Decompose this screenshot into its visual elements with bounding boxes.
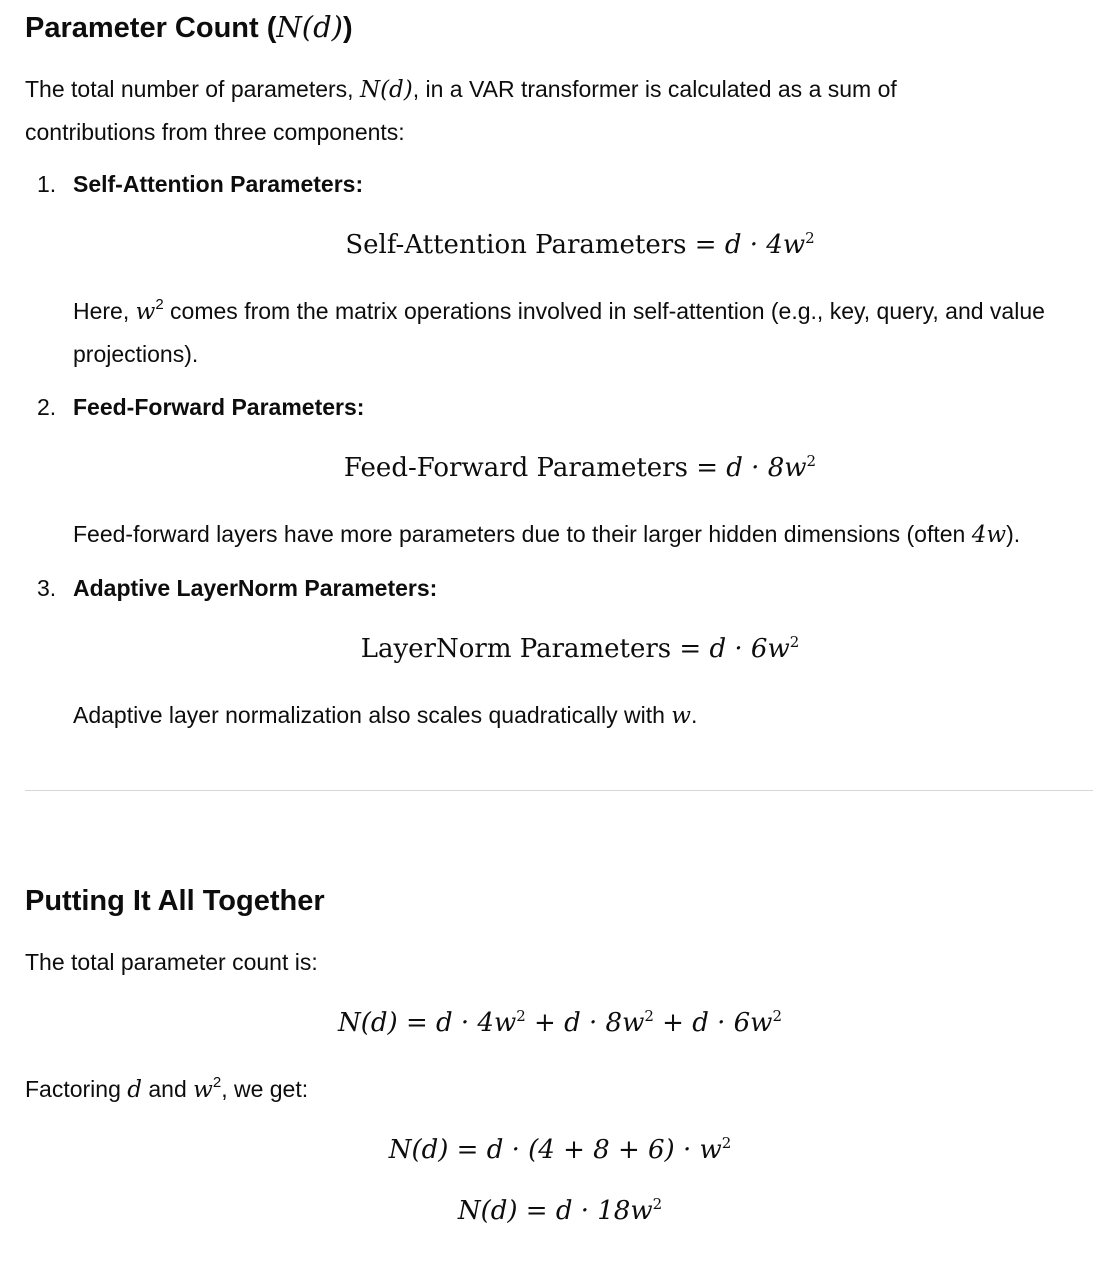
intro-paragraph: The total number of parameters, N(d), in a VAR transformer is calculated as a sum of contributions from three components:	[25, 76, 897, 145]
factoring-label: Factoring d and $w^2$, we get:	[25, 1074, 309, 1103]
list-title-self-attention: Self-Attention Parameters:	[73, 171, 364, 197]
equation-feed-forward: Feed-Forward Parameters = $d \cdot 8w^2$	[343, 452, 817, 483]
section-divider	[25, 790, 1093, 791]
list-number-3: 3.	[37, 575, 57, 601]
section-heading-putting-together: Putting It All Together	[25, 885, 325, 917]
list-number-2: 2.	[37, 394, 57, 420]
list-title-layernorm: Adaptive LayerNorm Parameters:	[73, 575, 438, 601]
equation-layernorm: LayerNorm Parameters = $d \cdot 6w^2$	[360, 633, 800, 664]
note-self-attention: Here, $w^2$ comes from the matrix operations involved in self-attention (e.g., key, query, and value projections).	[73, 296, 1045, 367]
section-heading-parameter-count: Parameter Count (N(d))	[25, 10, 353, 44]
equation-factored: $N(d) = d \cdot (4 + 8 + 6) \cdot w^2$	[388, 1134, 732, 1165]
list-title-feed-forward: Feed-Forward Parameters:	[73, 394, 365, 420]
note-feed-forward: Feed-forward layers have more parameters due to their larger hidden dimensions (often 4w).	[73, 521, 1021, 548]
equation-final: $N(d) = d \cdot 18w^2$	[457, 1195, 663, 1226]
total-label: The total parameter count is:	[25, 949, 318, 975]
equation-total-sum: $N(d) = d \cdot 4w^2 + d \cdot 8w^2 + d \cdot 6w^2$	[338, 1007, 782, 1038]
note-layernorm: Adaptive layer normalization also scales quadratically with w.	[73, 702, 698, 729]
list-number-1: 1.	[37, 171, 57, 197]
equation-self-attention: Self-Attention Parameters = $d \cdot 4w^2$	[345, 229, 815, 260]
